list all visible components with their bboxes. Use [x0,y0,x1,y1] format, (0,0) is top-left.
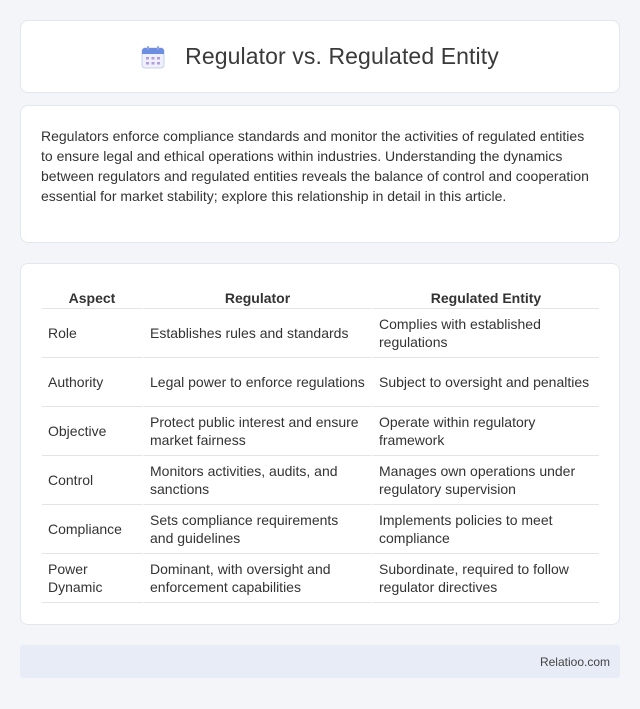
header-aspect: Aspect [42,285,142,309]
header-regulator: Regulator [142,285,371,309]
aspect-cell: Objective [42,407,142,456]
title-group [141,43,499,70]
comparison-table [42,285,599,603]
table-row [42,554,599,603]
table-header-row [42,285,599,309]
aspect-cell: Role [42,309,142,358]
intro-card [20,105,620,243]
aspect-cell: Control [42,456,142,505]
regulator-cell: Establishes rules and standards [142,309,371,358]
table-row [42,456,599,505]
regulator-cell: Protect public interest and ensure market fairness [142,407,371,456]
regulator-cell: Legal power to enforce regulations [142,358,371,407]
regulator-cell: Monitors activities, audits, and sanctions [142,456,371,505]
regulator-cell: Dominant, with oversight and enforcement capabilities [142,554,371,603]
aspect-cell: Power Dynamic [42,554,142,603]
entity-cell: Subject to oversight and penalties [371,358,599,407]
table-row [42,309,599,358]
entity-cell: Subordinate, required to follow regulator directives [371,554,599,603]
entity-cell: Manages own operations under regulatory supervision [371,456,599,505]
table-row [42,505,599,554]
table-row [42,407,599,456]
aspect-cell: Compliance [42,505,142,554]
header-regulated-entity: Regulated Entity [371,285,599,309]
title-card [20,20,620,93]
page-title: Regulator vs. Regulated Entity [185,43,499,69]
footer-bar [20,645,620,678]
entity-cell: Complies with established regulations [371,309,599,358]
table-row [42,358,599,407]
regulator-cell: Sets compliance requirements and guidelines [142,505,371,554]
entity-cell: Implements policies to meet compliance [371,505,599,554]
calendar-icon [141,45,165,69]
aspect-cell: Authority [42,358,142,407]
footer-brand-link[interactable]: Relatioo.com [539,654,610,669]
intro-paragraph: Regulators enforce compliance standards and monitor the activities of regulated entities to ensure legal and ethical operations within industries. Understanding the dynamics between regulators and regulated entities reveals the balance of control and cooperation essential for market stability; explore this relationship in detail in this article. [41,128,589,204]
comparison-card [20,263,620,625]
entity-cell: Operate within regulatory framework [371,407,599,456]
